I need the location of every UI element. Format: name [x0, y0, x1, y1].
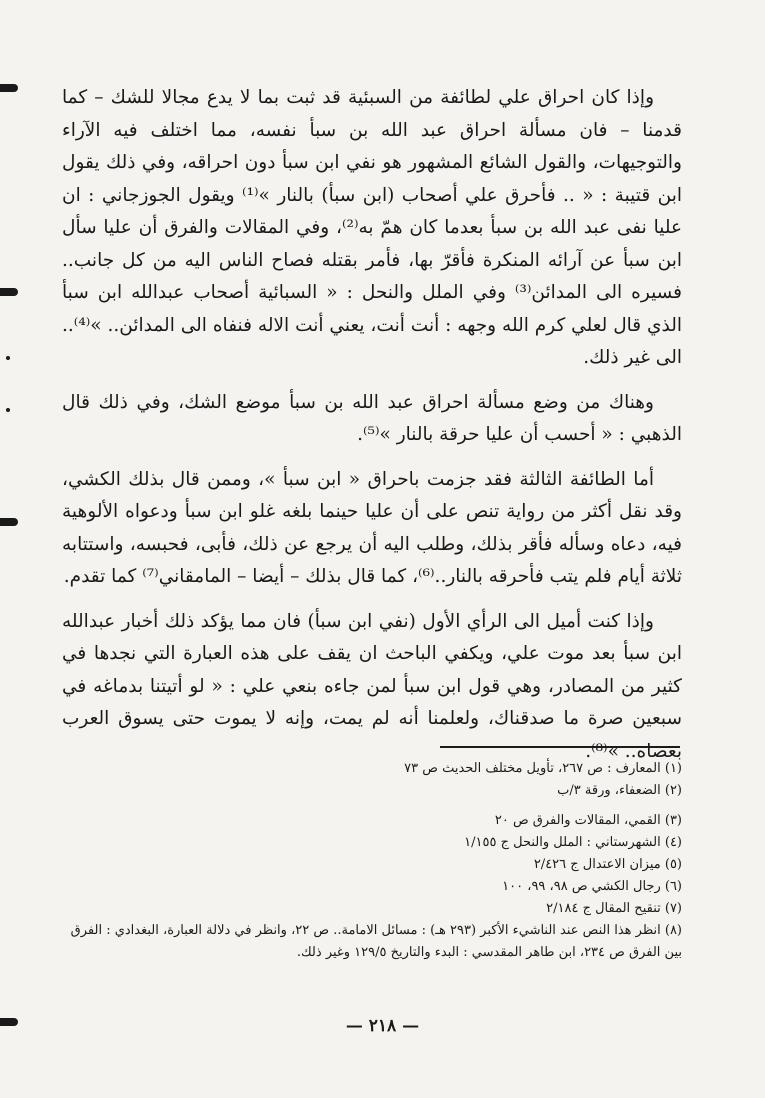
scan-edge-mark [0, 84, 18, 92]
footnote-3: (٣) القمي، المقالات والفرق ص ٢٠ [494, 813, 682, 828]
footnote-7: (٧) تنقيح المقال ج ٢/١٨٤ [546, 901, 682, 916]
paragraph-2: وهناك من وضع مسألة احراق عبد الله بن سبأ موضع الشك، وفي ذلك قال الذهبي : « أحسب أن عليا حرقة بالنار »⁽⁵⁾. [62, 391, 682, 445]
footnote-4: (٤) الشهرستاني : الملل والنحل ج ١/١٥٥ [464, 835, 682, 850]
paragraph-3: أما الطائفة الثالثة فقد جزمت باحراق « ابن سبأ »، وممن قال بذلك الكشي، وقد نقل أكثر من رواية تنص على أن عليا حينما بلغه غلو ابن سبأ ودعواه الألوهية فيه، دعاه وسأله فأقر بذلك، وطلب اليه أن يرجع عن ذلك، فأبى، فحبسه، واستتابه ثلاثة أيام فلم يتب فأحرقه بالنار..⁽⁶⁾، كما قال بذلك – أيضا – المامقاني⁽⁷⁾ كما تقدم. [62, 468, 682, 587]
footnote-8: (٨) انظر هذا النص عند الناشيء الأكبر (٢٩٣ هـ) : مسائل الامامة.. ص ٢٢، وانظر في دلالة العبارة، البغدادي : الفرق [70, 923, 682, 938]
footnote-2: (٢) الضعفاء، ورقة ٣/ب [557, 783, 682, 798]
page-number: — ٢١٨ — [345, 1016, 420, 1036]
scan-edge-mark [0, 518, 18, 526]
scan-edge-mark [0, 288, 18, 296]
footnote-6: (٦) رجال الكشي ص ٩٨، ٩٩، ١٠٠ [502, 879, 682, 894]
footnote-5: (٥) ميزان الاعتدال ج ٢/٤٢٦ [533, 857, 682, 872]
footnote-8-continued: بين الفرق ص ٢٣٤، ابن طاهر المقدسي : البدء والتاريخ ١٢٩/٥ وغير ذلك. [296, 945, 682, 960]
scan-edge-mark [0, 1018, 18, 1026]
scan-dot-mark [6, 356, 10, 360]
paragraph-4: وإذا كنت أميل الى الرأي الأول (نفي ابن سبأ) فان مما يؤكد ذلك أخبار عبدالله ابن سبأ بعد موت علي، ويكفي الباحث ان يقف على هذه العبارة التي نجدها في كثير من المصادر، وهي قول ابن سبأ لمن جاءه بنعي علي : « لو أتيتنا بدماغه في سبعين صرة ما صدقناك، ولعلمنا أنه لم يمت، وإنه لا يموت حتى يسوق العرب بعصاه.. »⁽⁸⁾. [62, 610, 682, 762]
footnote-1: (١) المعارف : ص ٢٦٧، تأويل مختلف الحديث ص ٧٣ [404, 761, 682, 776]
footnotes [60, 758, 682, 964]
main-text [62, 82, 682, 780]
paragraph-1: وإذا كان احراق علي لطائفة من السبئية قد ثبت بما لا يدع مجالا للشك – كما قدمنا – فان مسألة احراق عبد الله بن سبأ نفسه، مما اختلف فيه الآراء والتوجيهات، والقول الشائع المشهور هو نفي ابن سبأ دون احراقه، وفي ذلك يقول ابن قتيبة : « .. فأحرق علي أصحاب (ابن سبأ) بالنار »⁽¹⁾ ويقول الجوزجاني : ان عليا نفى عبد الله بن سبأ بعدما كان همّ به⁽²⁾، وفي المقالات والفرق أن عليا سأل ابن سبأ عن آرائه المنكرة فأقرّ بها، فأمر بقتله فصاح الناس اليه من كل جانب.. فسيره الى المدائن⁽³⁾ وفي الملل والنحل : « السبائية أصحاب عبدالله ابن سبأ الذي قال لعلي كرم الله وجهه : أنت أنت، يعني أنت الاله فنفاه الى المدائن.. »⁽⁴⁾.. الى غير ذلك. [62, 87, 682, 368]
scan-dot-mark [6, 408, 10, 412]
footnote-separator [440, 746, 680, 748]
